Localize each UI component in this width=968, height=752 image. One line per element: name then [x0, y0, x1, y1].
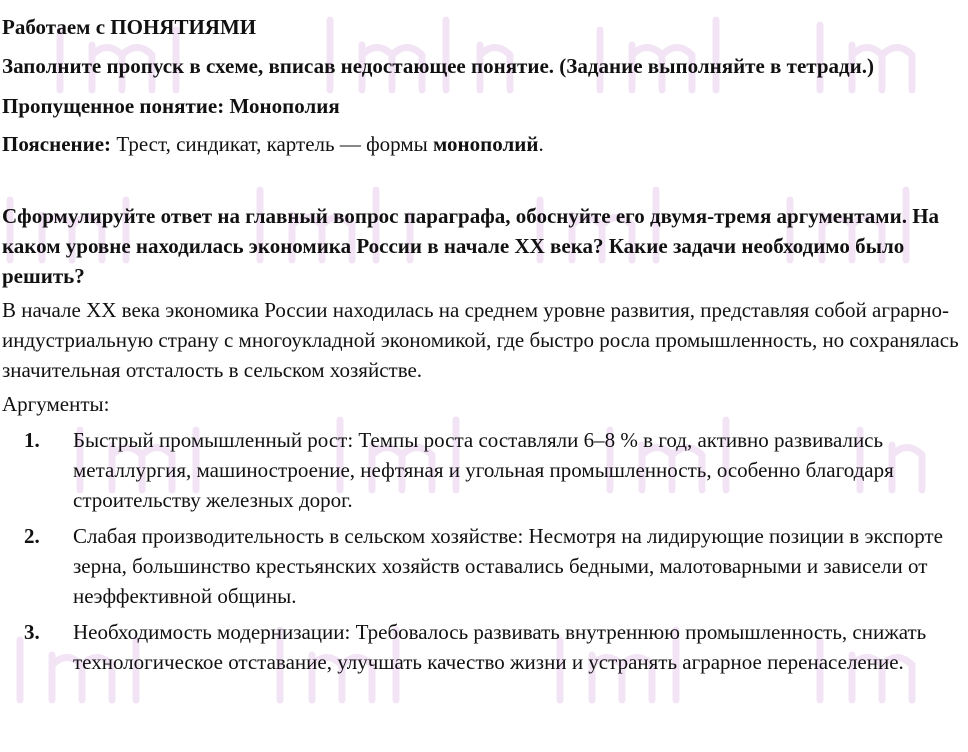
answer-line [2, 91, 964, 121]
list-item-text: Слабая производительность в сельском хозяйстве: Несмотря на лидирующие позиции в экспорте зерна, большинство крестьянских хозяйств оставались бедными, малотоварными и зависели от неэффективной общины. [73, 524, 943, 608]
list-item-text: Быстрый промышленный рост: Темпы роста составляли 6–8 % в год, активно развивались металлургия, машиностроение, нефтяная и угольная промышленность, особенно благодаря строительству железных дорог. [73, 428, 894, 512]
list-item [2, 617, 964, 677]
task-main-question: Сформулируйте ответ на главный вопрос параграфа, обоснуйте его двумя-тремя аргументами. На каком уровне находилась экономика России в начале XX века? Какие задачи необходимо было решить? [2, 204, 940, 288]
list-item-number: 1. [24, 428, 40, 452]
list-item [2, 425, 964, 515]
section-heading: Работаем с ПОНЯТИЯМИ [2, 15, 257, 39]
explanation-label: Пояснение: [2, 132, 112, 156]
arguments-label: Аргументы: [2, 392, 110, 416]
answer-paragraph: В начале XX века экономика России находилась на среднем уровне развития, представляя собой аграрно-индустриальную страну с многоукладной экономикой, где быстро росла промышленность, но сохранялась значительная отсталость в сельском хозяйстве. [2, 298, 959, 382]
answer-value: Монополия [229, 94, 340, 118]
list-item-number: 3. [24, 620, 40, 644]
explanation-term: монополий [433, 132, 539, 156]
list-item-text: Необходимость модернизации: Требовалось развивать внутреннюю промышленность, снижать технологическое отставание, улучшать качество жизни и устранять аграрное перенаселение. [73, 620, 927, 674]
arguments-list [2, 425, 964, 677]
task-fill-gap: Заполните пропуск в схеме, вписав недостающее понятие. (Задание выполняйте в тетради.) [2, 54, 874, 78]
list-item-number: 2. [24, 524, 40, 548]
explanation-end: . [538, 132, 544, 156]
answer-label: Пропущенное понятие: [2, 94, 225, 118]
explanation-line [2, 129, 964, 159]
list-item [2, 521, 964, 611]
explanation-text: Трест, синдикат, картель — формы [116, 132, 428, 156]
